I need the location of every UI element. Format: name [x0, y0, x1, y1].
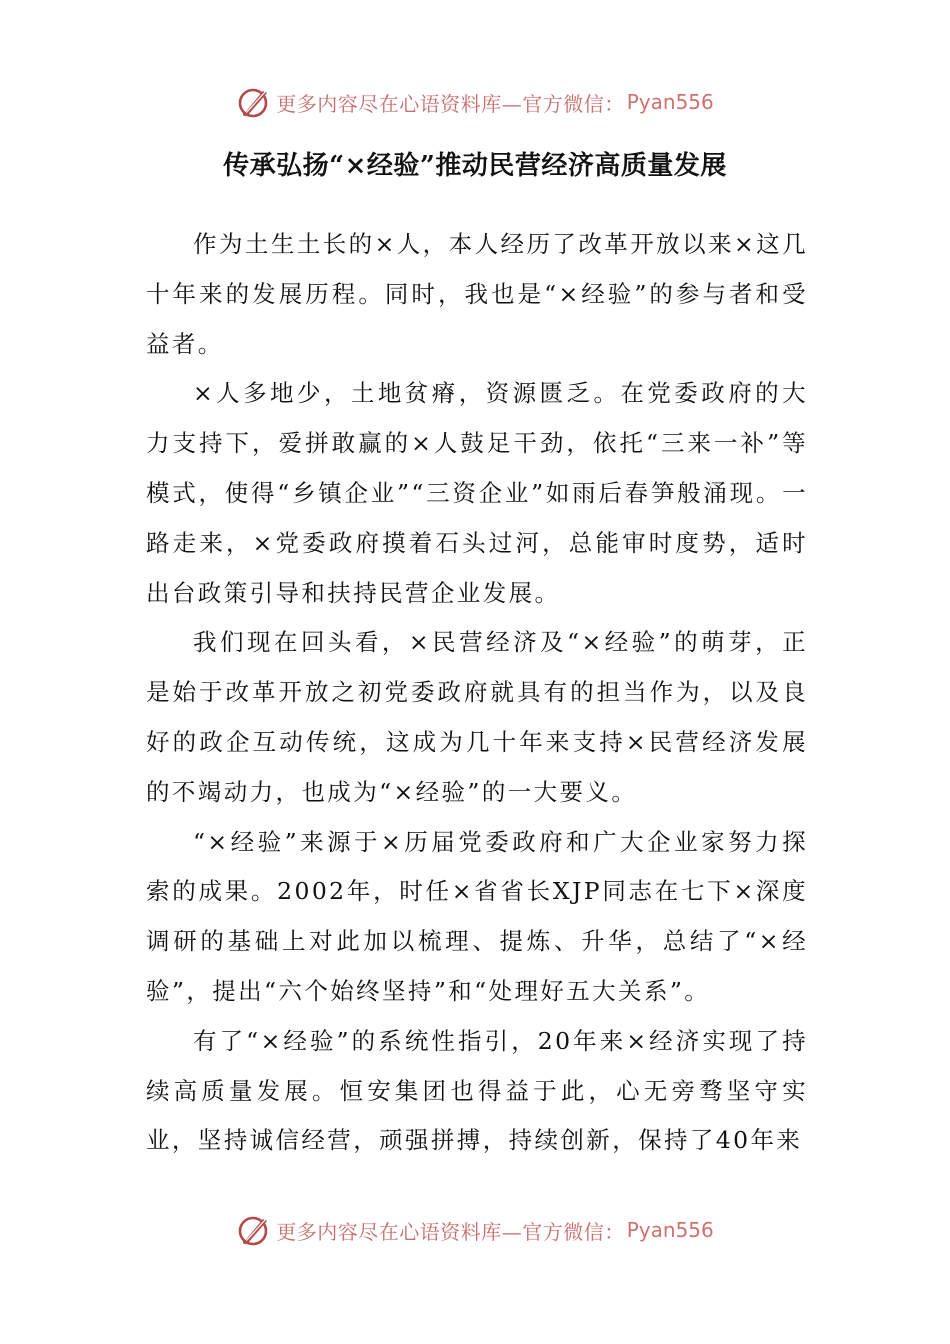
header-banner-wechat-id: Pyan556 [626, 90, 714, 114]
paragraph-3: 我们现在回头看，×民营经济及“×经验”的萌芽，正是始于改革开放之初党委政府就具有的担当作为，以及良好的政企互动传统，这成为几十年来支持×民营经济发展的不竭动力，也成为“×经验”的一大要义。 [146, 628, 808, 806]
paragraph-5: 有了“×经验”的系统性指引，20年来×经济实现了持续高质量发展。恒安集团也得益于此，心无旁骛坚守实业，坚持诚信经营，顽强拼搏，持续创新，保持了40年来 [146, 1026, 808, 1155]
paragraph-4: “×经验”来源于×历届党委政府和广大企业家努力探索的成果。2002年，时任×省省长XJP同志在七下×深度调研的基础上对此加以梳理、提炼、升华，总结了“×经验”，提出“六个始终坚持”和“处理好五大关系”。 [146, 827, 808, 1005]
quill-pen-circle-icon [236, 1212, 272, 1248]
header-banner-text: 更多内容尽在心语资料库—官方微信： [276, 91, 625, 116]
quill-pen-circle-icon [236, 84, 272, 120]
footer-watermark-banner [0, 1210, 950, 1250]
header-watermark-banner [0, 82, 950, 122]
paragraph-1: 作为土生土长的×人，本人经历了改革开放以来×这几十年来的发展历程。同时，我也是“×经验”的参与者和受益者。 [146, 230, 808, 358]
document-title: 传承弘扬“×经验”推动民营经济高质量发展 [223, 151, 727, 181]
footer-banner-wechat-id: Pyan556 [626, 1218, 714, 1242]
paragraph-2: ×人多地少，土地贫瘠，资源匮乏。在党委政府的大力支持下，爱拼敢赢的×人鼓足干劲，依托“三来一补”等模式，使得“乡镇企业”“三资企业”如雨后春笋般涌现。一路走来，×党委政府摸着石头过河，总能审时度势，适时出台政策引导和扶持民营企业发展。 [146, 379, 808, 607]
document-body [146, 220, 808, 1166]
footer-banner-text: 更多内容尽在心语资料库—官方微信： [276, 1219, 625, 1244]
